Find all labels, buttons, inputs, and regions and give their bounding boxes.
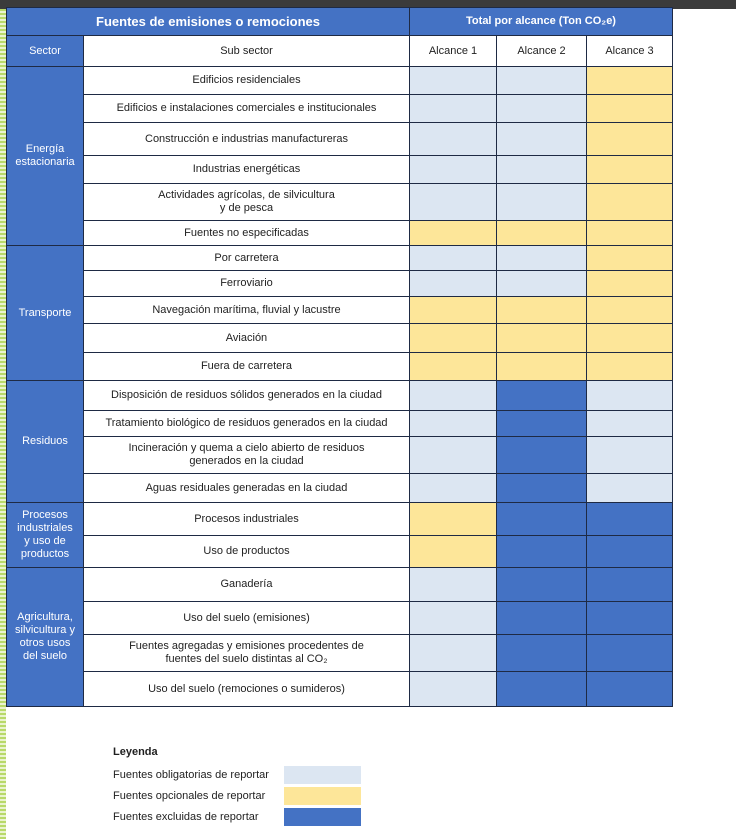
subsector-cell: Tratamiento biológico de residuos generados en la ciudad <box>84 411 410 437</box>
legend-label: Fuentes excluidas de reportar <box>113 811 259 823</box>
scope-3-cell <box>587 297 673 324</box>
subsector-cell: Ferroviario <box>84 271 410 297</box>
legend-swatch-optional <box>284 787 361 805</box>
table-row <box>7 411 673 437</box>
scope-1-cell <box>410 568 497 602</box>
scope-2-cell <box>497 123 587 156</box>
scope-3-cell <box>587 67 673 95</box>
subsector-cell: Fuera de carretera <box>84 353 410 381</box>
scope-3-header: Alcance 3 <box>587 36 673 67</box>
legend-label: Fuentes obligatorias de reportar <box>113 769 269 781</box>
scope-1-cell <box>410 297 497 324</box>
legend-item-excluded <box>113 808 259 829</box>
scope-2-header: Alcance 2 <box>497 36 587 67</box>
scope-1-cell <box>410 381 497 411</box>
scope-1-cell <box>410 635 497 672</box>
scope-2-cell <box>497 568 587 602</box>
scope-1-cell <box>410 95 497 123</box>
sector-cell: Residuos <box>7 381 84 503</box>
scope-1-cell <box>410 437 497 474</box>
sector-cell: Agricultura, silvicultura y otros usos del suelo <box>7 568 84 707</box>
scope-3-cell <box>587 221 673 246</box>
table-row <box>7 67 673 95</box>
scope-1-cell <box>410 184 497 221</box>
subsector-cell: Aviación <box>84 324 410 353</box>
table-row <box>7 437 673 474</box>
scope-2-cell <box>497 67 587 95</box>
scope-1-cell <box>410 602 497 635</box>
scope-3-cell <box>587 381 673 411</box>
scope-3-cell <box>587 568 673 602</box>
scope-2-cell <box>497 381 587 411</box>
scope-2-cell <box>497 411 587 437</box>
legend-item-mandatory <box>113 766 269 787</box>
subsector-cell: Incineración y quema a cielo abierto de residuos generados en la ciudad <box>84 437 410 474</box>
table-row <box>7 156 673 184</box>
scope-3-cell <box>587 271 673 297</box>
table-row <box>7 123 673 156</box>
subsector-cell: Fuentes no especificadas <box>84 221 410 246</box>
table-row <box>7 271 673 297</box>
subsector-cell: Actividades agrícolas, de silvicultura y de pesca <box>84 184 410 221</box>
subsector-header: Sub sector <box>84 36 410 67</box>
subsector-cell: Disposición de residuos sólidos generados en la ciudad <box>84 381 410 411</box>
subsector-cell: Ganadería <box>84 568 410 602</box>
subsector-cell: Procesos industriales <box>84 503 410 536</box>
legend-swatch-mandatory <box>284 766 361 784</box>
scope-1-cell <box>410 353 497 381</box>
table-row <box>7 246 673 271</box>
table-row <box>7 221 673 246</box>
table-row <box>7 672 673 707</box>
sector-cell: Energía estacionaria <box>7 67 84 246</box>
scope-2-cell <box>497 503 587 536</box>
scope-1-cell <box>410 672 497 707</box>
scope-2-cell <box>497 324 587 353</box>
scope-2-cell <box>497 271 587 297</box>
scope-3-cell <box>587 437 673 474</box>
legend-swatch-excluded <box>284 808 361 826</box>
scope-2-cell <box>497 635 587 672</box>
scope-3-cell <box>587 123 673 156</box>
table-row <box>7 297 673 324</box>
table-row <box>7 635 673 672</box>
table-row <box>7 381 673 411</box>
scope-2-cell <box>497 536 587 568</box>
subsector-cell: Navegación marítima, fluvial y lacustre <box>84 297 410 324</box>
scope-3-cell <box>587 184 673 221</box>
scope-1-cell <box>410 221 497 246</box>
subsector-cell: Construcción e industrias manufactureras <box>84 123 410 156</box>
total-scope-header: Total por alcance (Ton CO₂e) <box>410 8 673 36</box>
scope-3-cell <box>587 672 673 707</box>
legend <box>113 746 269 829</box>
table-row <box>7 536 673 568</box>
scope-2-cell <box>497 246 587 271</box>
scope-1-cell <box>410 271 497 297</box>
scope-1-cell <box>410 324 497 353</box>
subsector-cell: Fuentes agregadas y emisiones procedentes de fuentes del suelo distintas al CO₂ <box>84 635 410 672</box>
scope-1-header: Alcance 1 <box>410 36 497 67</box>
subsector-cell: Por carretera <box>84 246 410 271</box>
scope-2-cell <box>497 672 587 707</box>
scope-2-cell <box>497 437 587 474</box>
scope-3-cell <box>587 602 673 635</box>
scope-1-cell <box>410 156 497 184</box>
scope-2-cell <box>497 474 587 503</box>
subsector-cell: Edificios residenciales <box>84 67 410 95</box>
scope-3-cell <box>587 635 673 672</box>
sector-cell: Transporte <box>7 246 84 381</box>
scope-2-cell <box>497 602 587 635</box>
scope-2-cell <box>497 184 587 221</box>
scope-3-cell <box>587 503 673 536</box>
table-row <box>7 568 673 602</box>
scope-2-cell <box>497 156 587 184</box>
table-row <box>7 602 673 635</box>
scope-3-cell <box>587 95 673 123</box>
scope-3-cell <box>587 474 673 503</box>
table-row <box>7 474 673 503</box>
emissions-scope-table <box>6 7 673 707</box>
sector-cell: Procesos industriales y uso de productos <box>7 503 84 568</box>
subsector-cell: Uso del suelo (emisiones) <box>84 602 410 635</box>
subsector-cell: Edificios e instalaciones comerciales e institucionales <box>84 95 410 123</box>
legend-label: Fuentes opcionales de reportar <box>113 790 266 802</box>
legend-item-optional <box>113 787 266 808</box>
table-row <box>7 503 673 536</box>
subsector-cell: Uso del suelo (remociones o sumideros) <box>84 672 410 707</box>
table-title: Fuentes de emisiones o remociones <box>7 8 410 36</box>
scope-1-cell <box>410 246 497 271</box>
scope-2-cell <box>497 353 587 381</box>
scope-2-cell <box>497 95 587 123</box>
subsector-cell: Aguas residuales generadas en la ciudad <box>84 474 410 503</box>
table-row <box>7 324 673 353</box>
sector-header: Sector <box>7 36 84 67</box>
scope-3-cell <box>587 353 673 381</box>
scope-3-cell <box>587 324 673 353</box>
subsector-cell: Industrias energéticas <box>84 156 410 184</box>
scope-3-cell <box>587 246 673 271</box>
legend-title: Leyenda <box>113 746 158 758</box>
scope-2-cell <box>497 297 587 324</box>
scope-1-cell <box>410 123 497 156</box>
scope-1-cell <box>410 67 497 95</box>
scope-1-cell <box>410 411 497 437</box>
table-row <box>7 184 673 221</box>
scope-2-cell <box>497 221 587 246</box>
table-row <box>7 95 673 123</box>
scope-1-cell <box>410 503 497 536</box>
scope-3-cell <box>587 411 673 437</box>
scope-3-cell <box>587 536 673 568</box>
scope-1-cell <box>410 536 497 568</box>
table-row <box>7 353 673 381</box>
scope-1-cell <box>410 474 497 503</box>
subsector-cell: Uso de productos <box>84 536 410 568</box>
scope-3-cell <box>587 156 673 184</box>
